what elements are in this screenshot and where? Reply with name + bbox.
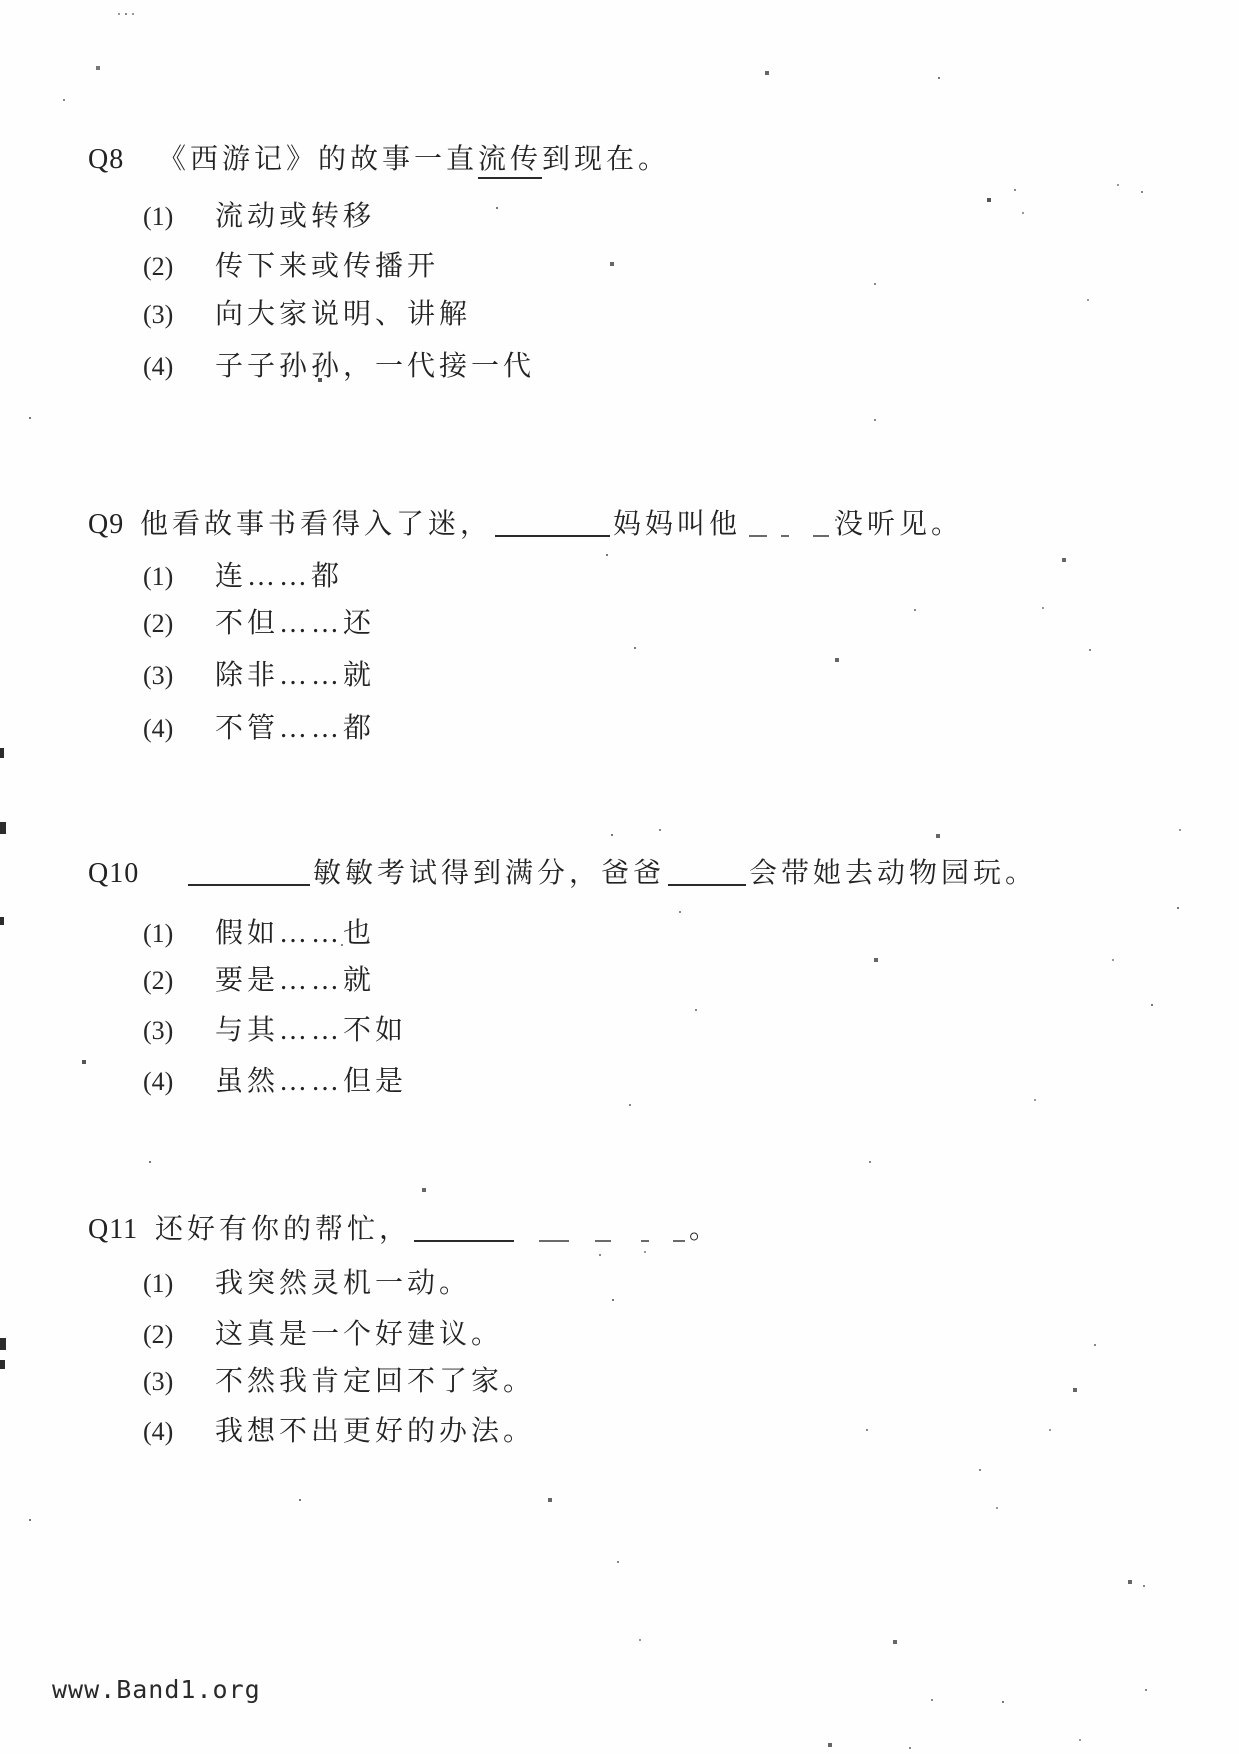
faint-blank-mark xyxy=(813,535,829,537)
question-number: Q9 xyxy=(88,509,125,540)
option-number: (1) xyxy=(143,562,174,591)
option-row xyxy=(143,1317,503,1352)
scan-artifact xyxy=(0,1338,6,1350)
question-number: Q8 xyxy=(88,144,125,175)
option-row xyxy=(143,559,343,594)
option-number: (4) xyxy=(143,1417,174,1446)
option-text: 我想不出更好的办法。 xyxy=(215,1416,536,1447)
option-number: (4) xyxy=(143,352,174,381)
option-row xyxy=(143,658,375,693)
answer-blank xyxy=(668,884,746,886)
question-q8-stem-row xyxy=(88,142,670,177)
stem-text: 《西游记》的故事一直 xyxy=(158,144,479,175)
stem-text: 敏敏考试得到满分，爸爸 xyxy=(313,858,666,889)
question-stem xyxy=(140,507,963,542)
option-text: 虽然……但是 xyxy=(215,1066,408,1097)
option-number: (1) xyxy=(143,202,174,231)
option-text: 这真是一个好建议。 xyxy=(215,1319,504,1350)
faint-blank-mark xyxy=(539,1240,569,1242)
option-number: (3) xyxy=(143,300,174,329)
faint-blank-mark xyxy=(781,535,789,537)
option-row xyxy=(143,1266,471,1301)
question-number: Q10 xyxy=(88,858,140,889)
answer-blank xyxy=(414,1240,514,1242)
option-number: (3) xyxy=(143,661,174,690)
option-row xyxy=(143,963,375,998)
option-number: (1) xyxy=(143,919,174,948)
scan-artifact xyxy=(0,1360,5,1369)
stem-text: 他看故事书看得入了迷， xyxy=(140,509,493,540)
option-row xyxy=(143,1414,535,1449)
faint-blank-mark xyxy=(641,1240,649,1242)
option-row xyxy=(143,1364,535,1399)
option-text: 我突然灵机一动。 xyxy=(215,1268,472,1299)
option-text: 传下来或传播开 xyxy=(215,251,440,282)
scan-artifact xyxy=(0,822,6,834)
question-stem xyxy=(158,142,670,177)
option-number: (1) xyxy=(143,1269,174,1298)
question-q9-stem-row xyxy=(88,507,963,542)
option-number: (2) xyxy=(143,252,174,281)
option-number: (3) xyxy=(143,1367,174,1396)
footer-url: www.Band1.org xyxy=(52,1675,261,1704)
option-text: 要是……就 xyxy=(215,965,376,996)
stem-text: 妈妈叫他 xyxy=(613,509,742,540)
option-text: 与其……不如 xyxy=(215,1015,408,1046)
stem-text: 到现在。 xyxy=(542,144,671,175)
scan-noise-dots xyxy=(0,0,2,2)
faint-blank-mark xyxy=(749,535,767,537)
stem-text: 会带她去动物园玩。 xyxy=(749,858,1038,889)
faint-blank-mark xyxy=(595,1240,611,1242)
option-row xyxy=(143,1013,407,1048)
option-number: (3) xyxy=(143,1016,174,1045)
question-stem xyxy=(155,1212,721,1247)
stem-text: 还好有你的帮忙， xyxy=(155,1214,412,1245)
option-text: 子子孙孙，一代接一代 xyxy=(215,351,536,382)
option-number: (2) xyxy=(143,609,174,638)
option-row xyxy=(143,1064,407,1099)
option-number: (4) xyxy=(143,1067,174,1096)
scan-artifact xyxy=(0,917,4,925)
option-row xyxy=(143,711,375,746)
question-number: Q11 xyxy=(88,1214,139,1245)
option-row xyxy=(143,349,535,384)
question-q10-stem-row xyxy=(88,856,1037,891)
answer-blank xyxy=(188,884,310,886)
stem-end-punctuation: 。 xyxy=(689,1214,722,1245)
question-stem xyxy=(185,856,1037,891)
option-number: (2) xyxy=(143,1320,174,1349)
option-number: (2) xyxy=(143,966,174,995)
scan-artifact xyxy=(0,748,4,758)
option-text: 假如……也 xyxy=(215,918,376,949)
option-text: 流动或转移 xyxy=(215,201,376,232)
option-number: (4) xyxy=(143,714,174,743)
option-text: 除非……就 xyxy=(215,660,376,691)
question-q11-stem-row xyxy=(88,1212,721,1247)
option-row xyxy=(143,916,375,951)
faint-blank-mark xyxy=(673,1240,685,1242)
option-text: 连……都 xyxy=(215,561,344,592)
underlined-word: 流传 xyxy=(478,144,542,179)
option-text: 不管……都 xyxy=(215,713,376,744)
option-text: 向大家说明、讲解 xyxy=(215,299,472,330)
option-row xyxy=(143,249,439,284)
option-row xyxy=(143,606,375,641)
option-text: 不但……还 xyxy=(215,608,376,639)
answer-blank xyxy=(495,535,610,537)
option-text: 不然我肯定回不了家。 xyxy=(215,1366,536,1397)
option-row xyxy=(143,199,375,234)
stem-text: 没听见。 xyxy=(835,509,964,540)
option-row xyxy=(143,297,471,332)
